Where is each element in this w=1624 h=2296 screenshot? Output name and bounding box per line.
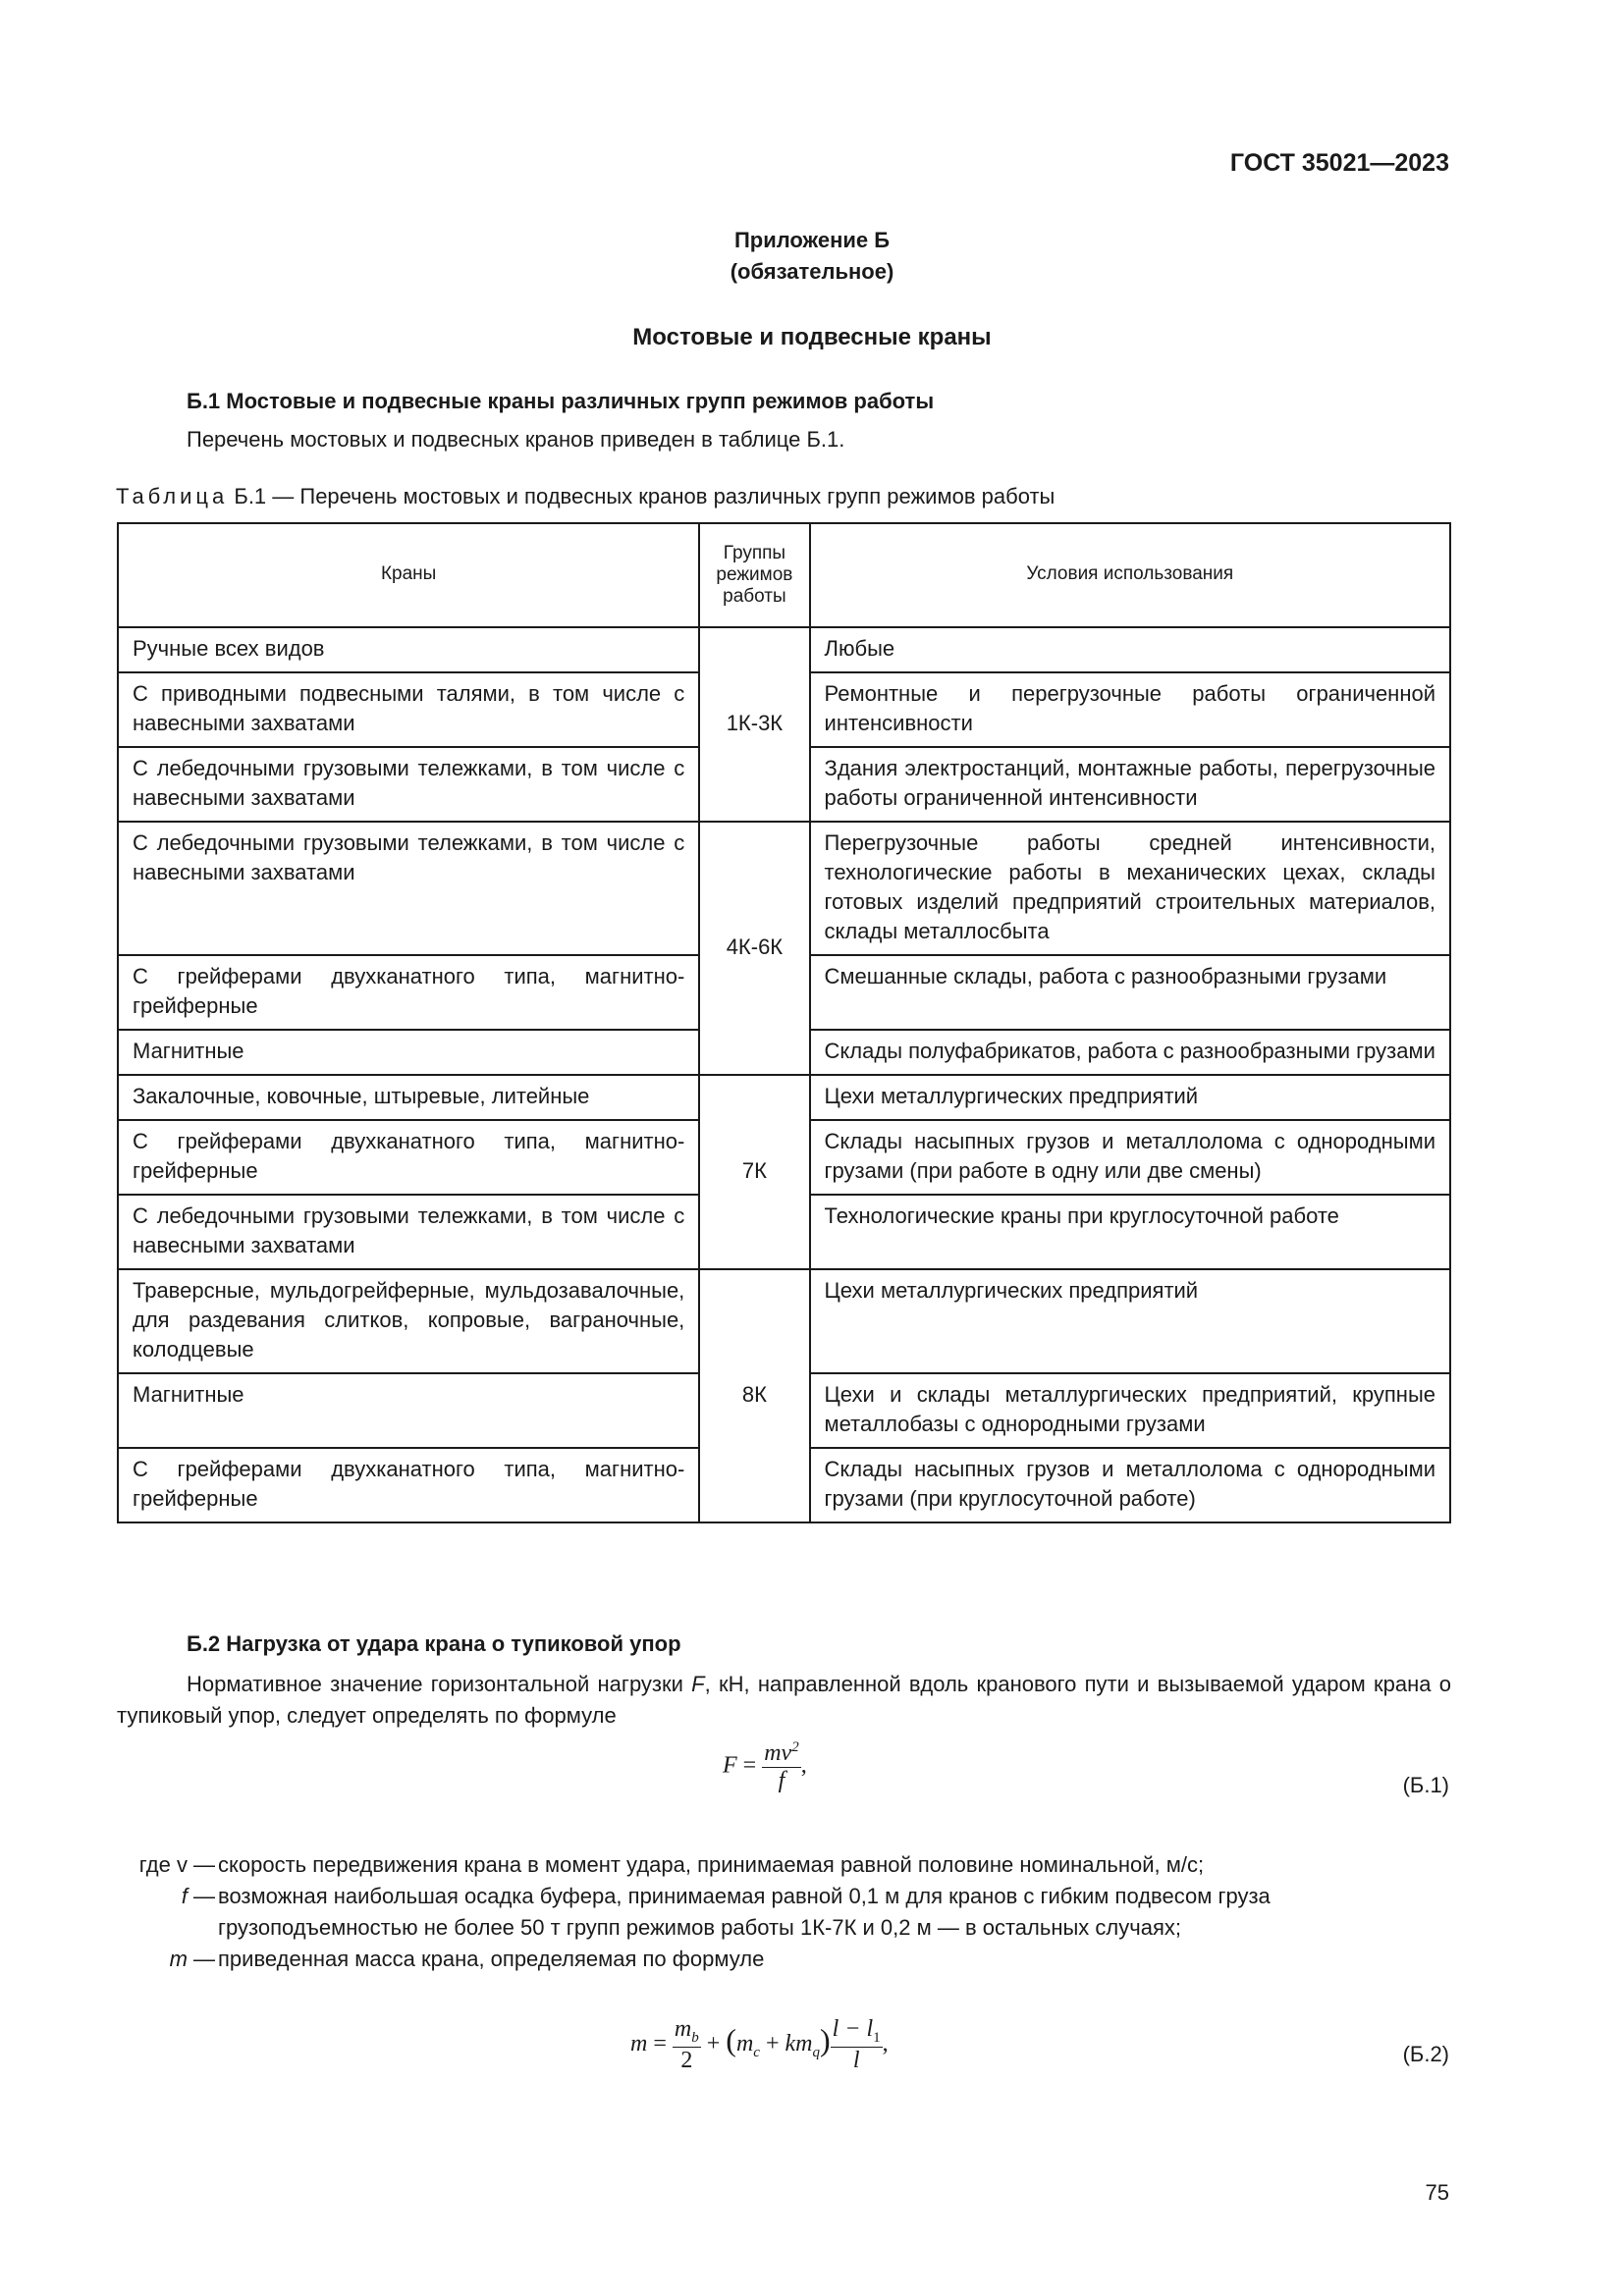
crane-cell: Траверсные, мульдогрейферные, мульдозавалочные, для раздевания слитков, копровые, ваграночные, колодцевые: [118, 1269, 699, 1373]
section-b1-text: Перечень мостовых и подвесных кранов приведен в таблице Б.1.: [187, 427, 845, 452]
header-conditions: Условия использования: [810, 523, 1450, 627]
table-row: [118, 627, 1450, 672]
table-row: [118, 1075, 1450, 1120]
definition-term: где v: [138, 1852, 188, 1877]
conditions-cell: Смешанные склады, работа с разнообразными грузами: [810, 955, 1450, 1030]
section-b1-heading: Б.1 Мостовые и подвесные краны различных групп режимов работы: [187, 389, 935, 413]
crane-cell: С грейферами двухканатного типа, магнитно-грейферные: [118, 1120, 699, 1195]
crane-cell: С грейферами двухканатного типа, магнитно-грейферные: [118, 955, 699, 1030]
table-caption: [116, 484, 1055, 509]
conditions-cell: Склады насыпных грузов и металлолома с однородными грузами (при работе в одну или две смены): [810, 1120, 1450, 1195]
table-caption-prefix: Таблица: [116, 484, 229, 508]
table-row: [118, 822, 1450, 955]
definition-dash: —: [193, 1947, 215, 1971]
conditions-cell: Любые: [810, 627, 1450, 672]
table-caption-text: Б.1 — Перечень мостовых и подвесных кранов различных групп режимов работы: [228, 484, 1056, 508]
conditions-cell: Склады насыпных грузов и металлолома с однородными грузами (при круглосуточной работе): [810, 1448, 1450, 1522]
cranes-table: [117, 522, 1451, 1523]
conditions-cell: Склады полуфабрикатов, работа с разнообразными грузами: [810, 1030, 1450, 1075]
crane-cell: С лебедочными грузовыми тележками, в том числе с навесными захватами: [118, 822, 699, 955]
group-cell: 8К: [699, 1269, 809, 1522]
conditions-cell: Перегрузочные работы средней интенсивности, технологические работы в механических цехах, склады готовых изделий предприятий строительных материалов, склады металлосбыта: [810, 822, 1450, 955]
equation-number-b1: (Б.1): [1402, 1773, 1449, 1797]
appendix-title: Приложение Б: [733, 228, 891, 252]
conditions-cell: Цехи металлургических предприятий: [810, 1075, 1450, 1120]
header-groups: Группы режимов работы: [699, 523, 809, 627]
formula-b2: m = $\frac{m_b}{2}$ + $(m_c + km_q)$ $\frac{l - l_1}{l}$ ,: [630, 2016, 889, 2073]
paragraph-text-a: Нормативное значение горизонтальной нагрузки: [187, 1672, 692, 1696]
group-cell: 4К-6К: [699, 822, 809, 1075]
definitions-list: [117, 1849, 1451, 1975]
conditions-cell: Технологические краны при круглосуточной работе: [810, 1195, 1450, 1269]
conditions-cell: Цехи и склады металлургических предприятий, крупные металлобазы с однородными грузами: [810, 1373, 1450, 1448]
header-cranes: Краны: [118, 523, 699, 627]
definition-v: [117, 1849, 1451, 1881]
crane-cell: Магнитные: [118, 1030, 699, 1075]
definition-text: возможная наибольшая осадка буфера, принимаемая равной 0,1 м для кранов с гибким подвесом груза грузоподъемностью не более 50 т групп режимов работы 1К-7К и 0,2 м — в остальных случаях;: [218, 1884, 1271, 1940]
definition-m: [117, 1944, 1451, 1975]
crane-cell: Закалочные, ковочные, штыревые, литейные: [118, 1075, 699, 1120]
group-cell: 7К: [699, 1075, 809, 1269]
conditions-cell: Цехи металлургических предприятий: [810, 1269, 1450, 1373]
crane-cell: С лебедочными грузовыми тележками, в том числе с навесными захватами: [118, 747, 699, 822]
definition-term: f: [181, 1884, 188, 1908]
document-code: ГОСТ 35021—2023: [1229, 149, 1449, 177]
definition-dash: —: [193, 1852, 215, 1877]
appendix-heading: Мостовые и подвесные краны: [632, 324, 992, 350]
crane-cell: С лебедочными грузовыми тележками, в том числе с навесными захватами: [118, 1195, 699, 1269]
definition-text: приведенная масса крана, определяемая по формуле: [218, 1947, 765, 1971]
table-header-row: [118, 523, 1450, 627]
page-number: 75: [1425, 2180, 1449, 2205]
conditions-cell: Здания электростанций, монтажные работы, перегрузочные работы ограниченной интенсивности: [810, 747, 1450, 822]
definition-term: m: [169, 1947, 188, 1971]
conditions-cell: Ремонтные и перегрузочные работы ограниченной интенсивности: [810, 672, 1450, 747]
definition-dash: —: [193, 1884, 215, 1908]
section-b2-heading: Б.2 Нагрузка от удара крана о тупиковой упор: [187, 1631, 681, 1656]
paragraph-text-b: , кН, направленной вдоль кранового пути и вызываемой ударом крана о тупиковый упор, следует определять по формуле: [117, 1672, 1451, 1728]
formula-b1: F = $\frac{mv^2}{f}$ ,: [723, 1739, 807, 1793]
definition-f: [117, 1881, 1451, 1944]
definition-text: скорость передвижения крана в момент удара, принимаемая равной половине номинальной, м/с;: [218, 1852, 1205, 1877]
paragraph-var-f: F: [691, 1672, 705, 1696]
crane-cell: Ручные всех видов: [118, 627, 699, 672]
appendix-status: (обязательное): [730, 259, 894, 284]
crane-cell: Магнитные: [118, 1373, 699, 1448]
section-b2-paragraph: [117, 1669, 1451, 1732]
equation-number-b2: (Б.2): [1402, 2042, 1449, 2066]
crane-cell: С грейферами двухканатного типа, магнитно-грейферные: [118, 1448, 699, 1522]
crane-cell: С приводными подвесными талями, в том числе с навесными захватами: [118, 672, 699, 747]
table-row: [118, 1269, 1450, 1373]
group-cell: 1К-3К: [699, 627, 809, 822]
